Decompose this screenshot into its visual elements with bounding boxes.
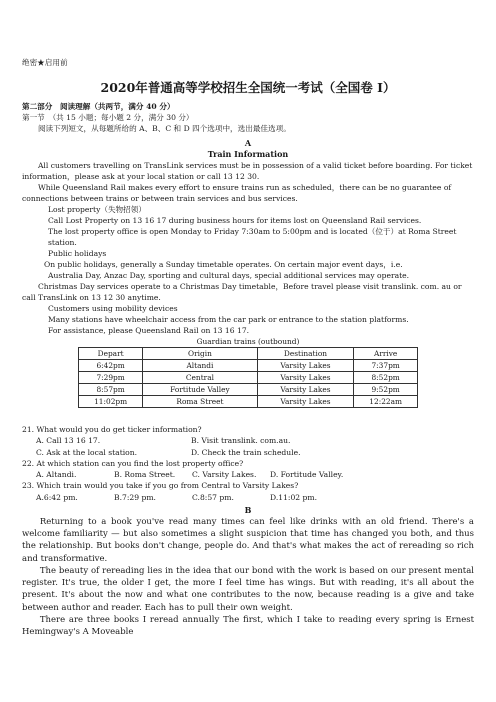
table-cell: 7:29pm [79,372,143,384]
holidays-heading: Public holidays [48,249,107,258]
table-row [79,384,418,396]
holidays-text: Australia Day, Anzac Day, sporting and cultural days, special additional services may operate. [48,271,410,280]
table-cell: Varsity Lakes [257,360,354,372]
passage-b-letter: B [244,505,252,516]
mobility-text: Many stations have wheelchair access from the car park or entrance to the station platforms. [48,315,409,324]
table-cell: 9:52pm [354,384,418,396]
table-row [79,372,418,384]
table-cell: Roma Street [143,396,257,408]
section-heading: 第一节 （共 15 小题；每小题 2 分，满分 30 分） [22,113,194,122]
header-cell: Arrive [354,348,418,360]
table-row [79,360,418,372]
question-21-options-row [22,435,474,446]
option: B.7:29 pm. [114,492,156,502]
lost-property-text: The lost property office is open Monday to Friday 7:30am to 5:00pm and is located（位于）at Roma Street station. [48,227,457,247]
mobility-heading: Customers using mobility devices [48,304,178,313]
question-21-stem: 21. What would you do get ticker information? [22,425,202,434]
question-21-options-row [22,447,474,458]
lost-property-text: Call Lost Property on 13 16 17 during business hours for items lost on Queensland Rail services. [48,216,422,225]
table-cell: Central [143,372,257,384]
option: D.11:02 pm. [270,492,318,502]
option: A.6:42 pm. [36,492,78,502]
option: D. Check the train schedule. [191,447,301,457]
passage-a-paragraph: All customers travelling on TransLink services must be in possession of a valid ticket before boarding. For ticket information，please ask at your local station or call 13 12 30. [22,161,473,181]
part-heading: 第二部分 阅读理解（共两节，满分 40 分） [22,102,175,111]
table-cell: Altandi [143,360,257,372]
exam-title: 2020年普通高等学校招生全国统一考试（全国卷 I） [100,80,396,95]
table-row [79,396,418,408]
passage-a-title: Train Information [207,149,289,159]
question-22-stem: 22. At which station can you find the lost property office? [22,458,244,468]
option: C. Ask at the local station. [36,447,138,457]
header-cell: Origin [143,348,257,360]
instructions: 阅读下列短文，从每题所给的 A、B、C 和 D 四个选项中，选出最佳选项。 [37,124,291,133]
table-caption: Guardian trains (outbound) [196,337,300,346]
table-cell: Varsity Lakes [257,384,354,396]
table-cell: 7:37pm [354,360,418,372]
holidays-text: Christmas Day services operate to a Christmas Day timetable，Before travel please visit translink. com. au or call TransLink on 13 12 30 anytime. [22,282,462,302]
table-cell: Varsity Lakes [257,396,354,408]
option: A. Altandi. [36,470,77,480]
table-cell: Fortitude Valley [143,384,257,396]
option: C.8:57 pm. [192,492,234,502]
option: B. Roma Street. [114,470,176,480]
option: A. Call 13 16 17. [36,436,101,446]
table-cell: 12:22am [354,396,418,408]
passage-b-paragraph: Returning to a book you've read many times can feel like drinks with an old friend. There's a welcome familiarity — but also sometimes a slight suspicion that time has changed you both, and thus the relationship. But books don't change, people do. And that's what makes the act of rereading so rich and transformative. [22,517,474,564]
table-cell: 11:02pm [79,396,143,408]
passage-a-letter: A [244,138,252,148]
table-cell: 6:42pm [79,360,143,372]
option: D. Fortitude Valley. [270,470,344,480]
question-22-options-row [22,469,474,480]
header-cell: Destination [257,348,354,360]
table-header-row [79,348,418,360]
question-23-stem: 23. Which train would you take if you go from Central to Varsity Lakes? [22,481,299,491]
lost-property-heading: Lost property（失物招领） [48,205,146,214]
option: C. Varsity Lakes. [192,470,257,480]
mobility-text: For assistance, please Queensland Rail on 13 16 17. [48,326,250,335]
header-cell: Depart [79,348,143,360]
option: B. Visit translink. com.au. [191,436,291,446]
question-23-options-row [22,492,474,503]
passage-b-paragraph: There are three books I reread annually The first, which I take to reading every spring is Ernest Hemingway's A Moveable [22,614,474,637]
train-timetable [78,347,418,408]
passage-a-paragraph: While Queensland Rail makes every effort to ensure trains run as scheduled，there can be no guarantee of connections between trains or between train services and bus services. [22,183,452,203]
confidential-mark: 绝密★启用前 [22,58,68,67]
table-cell: 8:52pm [354,372,418,384]
holidays-text: On public holidays, generally a Sunday timetable operates. On certain major event days，i.e. [44,260,403,269]
table-cell: 8:57pm [79,384,143,396]
table-cell: Varsity Lakes [257,372,354,384]
passage-b-paragraph: The beauty of rereading lies in the idea that our bond with the work is based on our present mental register. It's true, the older I get, the more I feel time has wings. But with reading, it's all about the present. It's about the now and what one contributes to the now, because reading is a give and take between author and reader. Each has to pull their own weight. [22,565,474,613]
